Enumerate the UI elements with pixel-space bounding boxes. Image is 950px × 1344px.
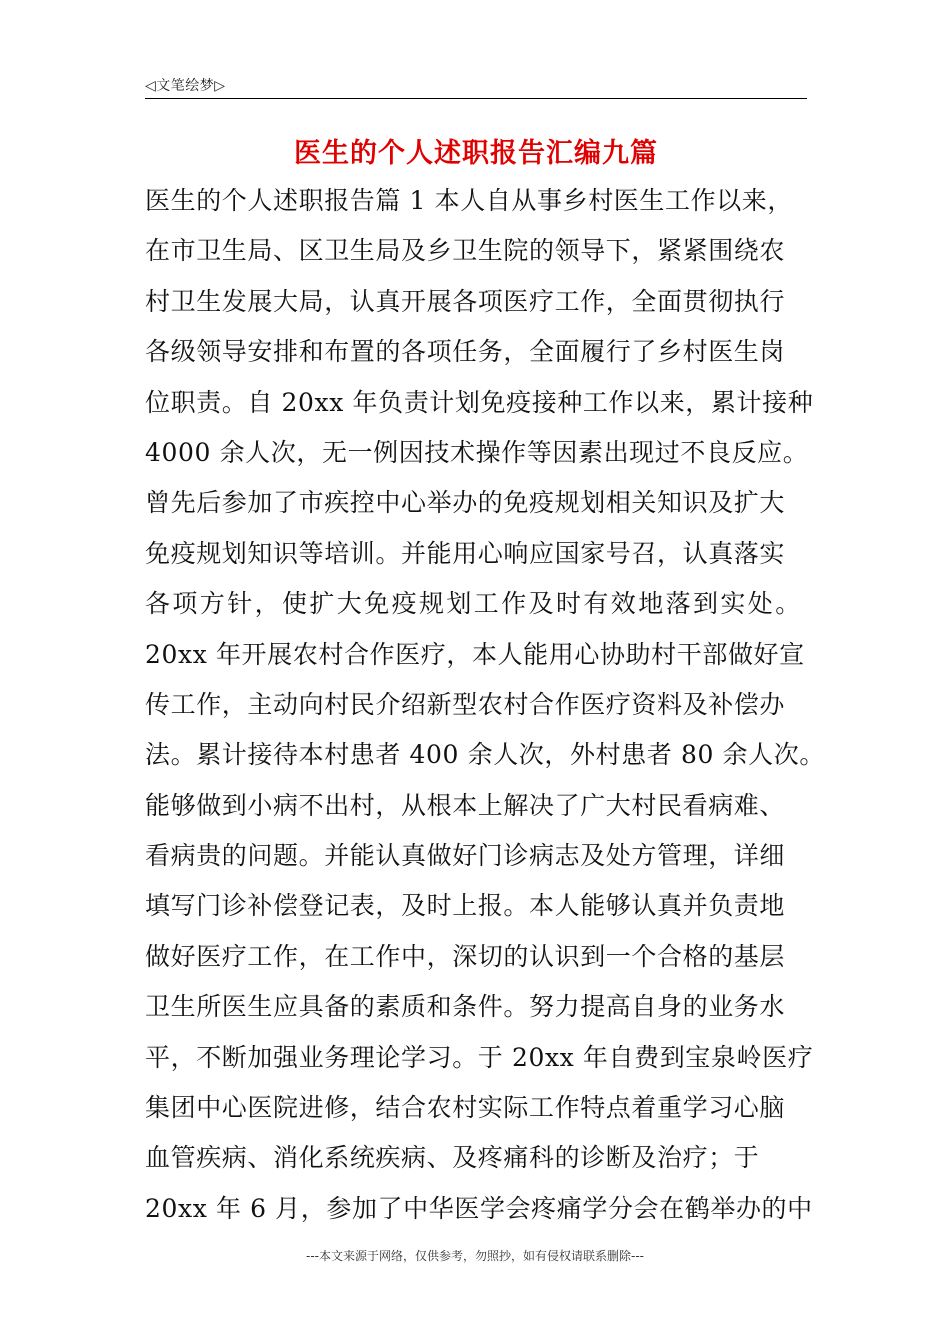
page-header [145, 72, 807, 99]
header-brand: ◁文笔绘梦▷ [145, 78, 226, 94]
paragraph-line: 4000 余人次，无一例因技术操作等因素出现过不良反应。 [145, 437, 809, 467]
paragraph-line: 平，不断加强业务理论学习。于 20xx 年自费到宝泉岭医疗 [145, 1042, 814, 1072]
paragraph-line: 填写门诊补偿登记表，及时上报。本人能够认真并负责地 [145, 891, 786, 921]
paragraph-line: 在市卫生局、区卫生局及乡卫生院的领导下，紧紧围绕农 [145, 236, 786, 266]
document-title: 医生的个人述职报告汇编九篇 [294, 138, 658, 169]
paragraph-line: 做好医疗工作，在工作中，深切的认识到一个合格的基层 [145, 941, 786, 971]
paragraph-line: 20xx 年 6 月，参加了中华医学会疼痛学分会在鹤举办的中 [145, 1193, 813, 1223]
paragraph-line: 免疫规划知识等培训。并能用心响应国家号召，认真落实 [145, 538, 786, 568]
paragraph-line: 看病贵的问题。并能认真做好门诊病志及处方管理，详细 [145, 841, 786, 871]
page-footer: ---本文来源于网络，仅供参考，勿照抄，如有侵权请联系删除--- [306, 1249, 644, 1263]
paragraph-line: 20xx 年开展农村合作医疗，本人能用心协助村干部做好宣 [145, 639, 805, 669]
paragraph-line: 位职责。自 20xx 年负责计划免疫接种工作以来，累计接种 [145, 387, 814, 417]
paragraph-line: 能够做到小病不出村，从根本上解决了广大村民看病难、 [145, 790, 786, 820]
document-body [145, 176, 825, 1234]
paragraph-line: 集团中心医院进修，结合农村实际工作特点着重学习心脑 [145, 1093, 786, 1123]
paragraph-line: 各级领导安排和布置的各项任务，全面履行了乡村医生岗 [145, 337, 786, 367]
paragraph-line: 传工作，主动向村民介绍新型农村合作医疗资料及补偿办 [145, 689, 786, 719]
paragraph-line: 卫生所医生应具备的素质和条件。努力提高自身的业务水 [145, 992, 786, 1022]
paragraph-line: 法。累计接待本村患者 400 余人次，外村患者 80 余人次。 [145, 740, 825, 770]
paragraph-line: 医生的个人述职报告篇 1 本人自从事乡村医生工作以来， [145, 186, 794, 215]
paragraph-line: 曾先后参加了市疾控中心举办的免疫规划相关知识及扩大 [145, 488, 786, 518]
paragraph-line: 各项方针，使扩大免疫规划工作及时有效地落到实处。 [145, 589, 803, 619]
paragraph-line: 血管疾病、消化系统疾病、及疼痛科的诊断及治疗；于 [145, 1143, 760, 1173]
paragraph-line: 村卫生发展大局，认真开展各项医疗工作，全面贯彻执行 [145, 286, 786, 316]
